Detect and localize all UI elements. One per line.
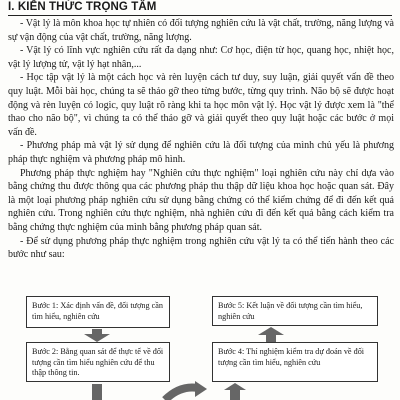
arrow-up-into-step4 bbox=[224, 383, 246, 400]
flow-step-5: Bước 5: Kết luận về đối tượng cần tìm hiểu, nghiên cứu bbox=[212, 296, 378, 326]
paragraph-steps-intro: - Để sử dụng phương pháp thực nghiệm trong nghiên cứu vật lý ta có thể tiến hành theo các bước như sau: bbox=[8, 235, 394, 261]
paragraph-methods: - Phương pháp mà vật lý sử dụng để nghiên cứu là đối tượng của mình chủ yếu là phương pháp thực nghiệm và phương pháp mô hình. bbox=[8, 140, 394, 165]
arrow-up-step4-to-step5 bbox=[258, 327, 284, 342]
paragraph-learning-physics: - Học tập vật lý là một cách học và rèn luyện cách tư duy, suy luận, giải quyết vấn đề theo quy luật. Mỗi bài học, chúng ta sẽ thảo gỡ theo từng bước, từng quy trình. Não bộ sẽ được hoạt động và rèn luyện có logic, quy luật rõ ràng khi ta học môn vật lý. Học vật lý được xem là "thể thao cho não bộ", vì chúng ta có thể thảo gỡ và giải quyết theo quy luật hoặc các bước ở mọi vấn đề. bbox=[8, 72, 394, 138]
flow-step-1: Bước 1: Xác định vấn đề, đối tượng cần tìm hiểu, nghiên cứu bbox=[26, 296, 170, 328]
arrow-down-from-step2 bbox=[92, 384, 102, 400]
section-heading: I. KIẾN THỨC TRỌNG TÂM bbox=[8, 1, 157, 13]
flow-step-2: Bước 2: Bằng quan sát để thực tế về đối tượng cần tìm hiểu nghiên cứu để thu thập thông tin. bbox=[26, 342, 170, 382]
flow-step-4: Bước 4: Thí nghiệm kiểm tra dự đoán về đối tượng cần tìm hiểu, nghiên cứu bbox=[212, 342, 378, 382]
paragraph-physics-fields: - Vật lý có lĩnh vực nghiên cứu rất đa dạng như: Cơ học, điện từ học, quang học, nhiệt học, vật lý lượng tử, vật lý hạt nhân,... bbox=[8, 45, 394, 70]
paragraph-experimental-method: Phương pháp thực nghiệm hay "Nghiên cứu thực nghiệm" loại nghiên cứu này chỉ dựa vào bằng chứng thu được thông qua các phương pháp thu thập dữ liệu khoa học hoặc quan sát. Đây là một loại phương pháp nghiên cứu sử dụng bằng chứng có thể kiểm chứng để đi đến kết quả nghiên cứu. Trong nghiên cứu thực nghiệm, nhà nghiên cứu đi đến kết quả bằng cách kiểm tra bằng chứng thực nghiệm của mình bằng phương pháp quan sát. bbox=[8, 167, 394, 233]
paragraph-physics-definition: - Vật lý là môn khoa học tự nhiên có đối tượng nghiên cứu là vật chất, trường, năng lượng và sự vận động của vật chất, trường, năng lượng. bbox=[8, 18, 394, 43]
arrow-down-step1-to-step2 bbox=[84, 329, 110, 342]
arrow-curve-to-step3 bbox=[165, 381, 207, 400]
